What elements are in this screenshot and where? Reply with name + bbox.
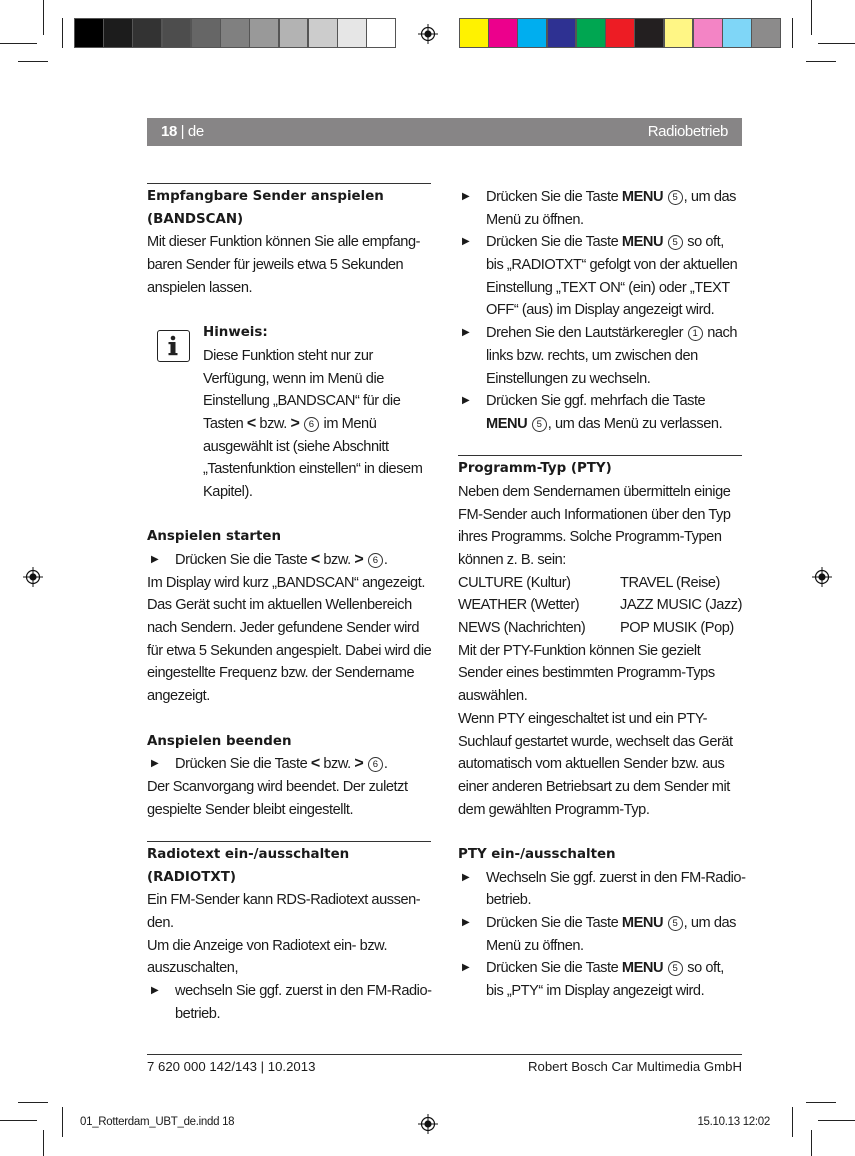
registration-mark-icon (418, 24, 438, 44)
line-text: Diese Funktion steht nur zur (203, 347, 373, 364)
slug-filename: 01_Rotterdam_UBT_de.indd 18 (80, 1116, 235, 1128)
bullet-arrow-icon: ▶ (462, 327, 470, 339)
bullet-arrow-icon: ▶ (462, 871, 470, 883)
right-key-icon: > (290, 414, 300, 432)
color-swatch (518, 19, 546, 47)
text-line (458, 889, 742, 912)
text-line (458, 504, 742, 527)
line-text: FM-Sender auch Informationen über den Typ (458, 506, 731, 523)
line-text: MENU 5 , um das Menü zu verlassen. (486, 415, 723, 432)
text-line (458, 368, 742, 391)
color-swatch (723, 19, 751, 47)
text-line (458, 685, 742, 708)
color-swatch (367, 19, 395, 47)
registration-mark-icon (418, 1114, 438, 1134)
color-swatch (192, 19, 220, 47)
text-line (458, 254, 742, 277)
hint-text (147, 413, 431, 436)
line-text: Tasten < bzw. > 6 im Menü (203, 414, 377, 432)
section-heading (147, 209, 431, 232)
crop-mark (811, 0, 812, 35)
left-key-icon: < (246, 414, 256, 432)
line-text: Drehen Sie den Lautstärkeregler 1 nach (486, 325, 738, 342)
bullet-item (458, 322, 742, 345)
bullet-arrow-icon: ▶ (462, 236, 470, 248)
menu-key-label: MENU (621, 915, 664, 931)
bullet-item (147, 980, 431, 1003)
hint-text (147, 481, 431, 504)
section-heading (147, 526, 431, 549)
document-number: 7 620 000 142/143 | 10.2013 (147, 1059, 316, 1074)
line-text: (BANDSCAN) (147, 211, 244, 227)
crop-mark (62, 1107, 63, 1137)
pty-type: NEWS (Nachrichten) (458, 620, 586, 637)
line-text: links bzw. rechts, um zwischen den (486, 347, 698, 364)
line-text: Wechseln Sie ggf. zuerst in den FM-Radio- (486, 869, 746, 886)
crop-mark (43, 0, 44, 35)
pty-type: TRAVEL (Reise) (620, 574, 720, 591)
line-text: einer anderen Betriebsart zu dem Sender mit (458, 778, 730, 795)
right-column (458, 186, 746, 1003)
text-line (147, 640, 431, 663)
process-color-bar (459, 18, 781, 48)
crop-mark (811, 1130, 812, 1156)
line-text: angezeigt. (147, 688, 210, 705)
line-text: auswählen. (458, 688, 528, 705)
line-text: wechseln Sie ggf. zuerst in den FM-Radio- (175, 983, 432, 1000)
color-swatch (606, 19, 634, 47)
key-number-badge: 5 (668, 916, 683, 931)
text-line (458, 481, 742, 504)
line-text: Sender eines bestimmten Programm-Typs (458, 665, 715, 682)
text-line (458, 277, 742, 300)
section-heading (147, 867, 431, 890)
color-swatch (104, 19, 132, 47)
bullet-arrow-icon: ▶ (462, 962, 470, 974)
text-line (458, 935, 742, 958)
text-line (458, 640, 742, 663)
crop-mark (0, 43, 37, 44)
left-key-icon: < (310, 755, 320, 773)
line-text: ihres Programms. Solche Programm-Typen (458, 529, 722, 546)
page-footer (147, 1054, 742, 1074)
crop-mark (62, 18, 63, 48)
line-text: bis „PTY“ im Display angezeigt wird. (486, 983, 705, 1000)
line-text: Das Gerät sucht im aktuellen Wellenbereich (147, 597, 412, 614)
crop-mark (18, 1102, 48, 1103)
line-text: Hinweis: (203, 325, 268, 341)
text-line (147, 277, 431, 300)
crop-mark (18, 61, 48, 62)
line-text: Der Scanvorgang wird beendet. Der zuletzt (147, 778, 408, 795)
line-text: OFF“ (aus) im Display angezeigt wird. (486, 302, 715, 319)
line-text: eingestellte Frequenz bzw. der Sendername (147, 665, 415, 682)
text-line (147, 617, 431, 640)
line-text: Drücken Sie die Taste < bzw. > 6 . (175, 755, 388, 773)
bullet-arrow-icon: ▶ (151, 985, 159, 997)
page-number: 18 (161, 123, 177, 140)
menu-key-label: MENU (621, 234, 664, 251)
text-line (458, 708, 742, 731)
line-text: Programm-Typ (PTY) (458, 461, 612, 477)
text-line (147, 935, 431, 958)
color-swatch (460, 19, 488, 47)
pty-type: JAZZ MUSIC (Jazz) (620, 597, 743, 614)
text-line (458, 753, 742, 776)
color-swatch (280, 19, 308, 47)
section-heading (458, 844, 742, 867)
text-line (147, 889, 431, 912)
line-text: Neben dem Sendernamen übermitteln einige (458, 483, 731, 500)
line-text: PTY ein-/ausschalten (458, 846, 616, 862)
line-text: ausgewählt ist (siehe Abschnitt (203, 438, 389, 455)
registration-mark-icon (812, 567, 832, 587)
text-line (147, 776, 431, 799)
bullet-item (458, 957, 742, 980)
line-text: für etwa 5 Sekunden angespielt. Dabei wird die (147, 642, 432, 659)
text-line (147, 231, 431, 254)
company-name: Robert Bosch Car Multimedia GmbH (527, 1059, 742, 1074)
crop-mark (806, 61, 836, 62)
bullet-arrow-icon: ▶ (462, 395, 470, 407)
blank-line (458, 821, 742, 844)
text-line (147, 685, 431, 708)
crop-mark (43, 1130, 44, 1156)
line-text: Drücken Sie die Taste MENU 5 , um das (486, 189, 737, 205)
pty-type: CULTURE (Kultur) (458, 574, 571, 591)
section-heading (147, 844, 431, 867)
grayscale-color-bar (74, 18, 396, 48)
section-title: Radiobetrieb (647, 123, 728, 140)
menu-key-label: MENU (621, 189, 664, 205)
hint-heading (147, 322, 431, 345)
pty-type-row (458, 572, 742, 595)
line-text: Mit der PTY-Funktion können Sie gezielt (458, 642, 701, 659)
line-text: gespielte Sender bleibt eingestellt. (147, 801, 354, 818)
line-text: Menü zu öffnen. (486, 211, 584, 228)
key-number-badge: 5 (532, 417, 547, 432)
line-text: Einstellung „TEXT ON“ (ein) oder „TEXT (486, 279, 730, 296)
crop-mark (806, 1102, 836, 1103)
pty-type: POP MUSIK (Pop) (620, 620, 734, 637)
crop-mark (0, 1120, 37, 1121)
hint-text (147, 345, 431, 368)
left-column (147, 186, 431, 1025)
color-swatch (133, 19, 161, 47)
line-text: baren Sender für jeweils etwa 5 Sekunden (147, 257, 404, 274)
bullet-item (147, 753, 431, 776)
color-swatch (163, 19, 191, 47)
key-number-badge: 1 (688, 326, 703, 341)
menu-key-label: MENU (486, 415, 528, 432)
color-swatch (75, 19, 103, 47)
text-line (147, 957, 431, 980)
line-text: „Tastenfunktion einstellen“ in diesem (203, 461, 423, 478)
line-text: Ein FM-Sender kann RDS-Radiotext aussen- (147, 892, 421, 909)
bullet-arrow-icon: ▶ (462, 191, 470, 202)
bullet-item (458, 231, 742, 254)
color-swatch (752, 19, 780, 47)
color-swatch (489, 19, 517, 47)
line-text: Menü zu öffnen. (486, 937, 584, 954)
menu-key-label: MENU (621, 960, 664, 977)
page-header-bar (147, 118, 742, 146)
blank-line (147, 299, 431, 322)
color-swatch (309, 19, 337, 47)
text-line (147, 662, 431, 685)
text-line (147, 1003, 431, 1026)
line-text: automatisch vom aktuellen Sender bzw. aus (458, 756, 725, 773)
color-swatch (694, 19, 722, 47)
key-number-badge: 6 (304, 417, 319, 432)
key-number-badge: 5 (668, 961, 683, 976)
line-text: Drücken Sie ggf. mehrfach die Taste (486, 393, 706, 410)
bullet-arrow-icon: ▶ (151, 554, 159, 565)
line-text: Kapitel). (203, 483, 253, 500)
hint-text (147, 458, 431, 481)
section-heading (147, 731, 431, 754)
line-text: betrieb. (486, 892, 532, 909)
color-swatch (221, 19, 249, 47)
text-line (458, 209, 742, 232)
text-line (458, 980, 742, 1003)
color-swatch (250, 19, 278, 47)
text-line (458, 731, 742, 754)
color-swatch (635, 19, 663, 47)
section-heading (147, 186, 431, 209)
bullet-item (458, 912, 742, 935)
language-code: | de (180, 123, 204, 140)
section-heading (458, 458, 742, 481)
pty-type-row (458, 594, 742, 617)
color-swatch (577, 19, 605, 47)
line-text: nach Sendern. Jeder gefundene Sender wird (147, 620, 420, 637)
line-text: anspielen lassen. (147, 279, 253, 296)
blank-line (147, 504, 431, 527)
key-number-badge: 6 (368, 757, 383, 772)
text-line (147, 572, 431, 595)
line-text: Mit dieser Funktion können Sie alle empfang- (147, 234, 421, 251)
bullet-item (458, 390, 742, 413)
line-text: betrieb. (175, 1005, 221, 1022)
line-text: Drücken Sie die Taste < bzw. > 6 . (175, 551, 388, 568)
text-line (147, 912, 431, 935)
line-text: Drücken Sie die Taste MENU 5 so oft, (486, 960, 724, 977)
right-key-icon: > (354, 755, 364, 773)
line-text: Einstellung „BANDSCAN“ für die (203, 393, 401, 410)
crop-mark (818, 43, 855, 44)
line-text: Verfügung, wenn im Menü die (203, 370, 384, 387)
text-line (147, 254, 431, 277)
line-text: Drücken Sie die Taste MENU 5 , um das (486, 915, 737, 931)
bullet-item (147, 549, 431, 572)
line-text: Drücken Sie die Taste MENU 5 so oft, (486, 234, 724, 251)
hint-text (147, 368, 431, 391)
bullet-arrow-icon: ▶ (462, 917, 470, 928)
text-line (458, 799, 742, 822)
line-text: Empfangbare Sender anspielen (147, 189, 384, 204)
blank-line (147, 708, 431, 731)
line-text: auszuschalten, (147, 960, 239, 977)
color-swatch (548, 19, 576, 47)
line-text: (RADIOTXT) (147, 869, 236, 885)
text-line (458, 345, 742, 368)
key-number-badge: 5 (668, 235, 683, 250)
bullet-arrow-icon: ▶ (151, 758, 159, 770)
crop-mark (818, 1120, 855, 1121)
color-swatch (338, 19, 366, 47)
line-text: Im Display wird kurz „BANDSCAN“ angezeigt. (147, 574, 425, 591)
text-line (147, 799, 431, 822)
line-text: Suchlauf gestartet wurde, wechselt das Gerät (458, 733, 733, 750)
text-line (458, 413, 742, 436)
line-text: den. (147, 915, 174, 931)
hint-text (147, 436, 431, 459)
line-text: Einstellungen zu wechseln. (486, 370, 651, 387)
line-text: Um die Anzeige von Radiotext ein- bzw. (147, 937, 388, 954)
pty-type-row (458, 617, 742, 640)
line-text: Radiotext ein-/ausschalten (147, 846, 350, 862)
crop-mark (792, 1107, 793, 1137)
text-line (458, 662, 742, 685)
pty-type: WEATHER (Wetter) (458, 597, 580, 614)
color-swatch (665, 19, 693, 47)
line-text: Anspielen beenden (147, 733, 292, 749)
text-line (458, 776, 742, 799)
text-line (147, 594, 431, 617)
registration-mark-icon (23, 567, 43, 587)
left-key-icon: < (310, 551, 320, 568)
line-text: Anspielen starten (147, 529, 282, 545)
bullet-item (458, 867, 746, 890)
crop-mark (792, 18, 793, 48)
hint-text (147, 390, 431, 413)
text-line (458, 299, 742, 322)
bullet-item (458, 186, 742, 209)
key-number-badge: 6 (368, 553, 383, 568)
line-text: dem gewählten Programm-Typ. (458, 801, 650, 818)
text-line (458, 526, 742, 549)
right-key-icon: > (354, 551, 364, 568)
line-text: Wenn PTY eingeschaltet ist und ein PTY- (458, 710, 708, 727)
text-line (458, 549, 742, 572)
line-text: bis „RADIOTXT“ gefolgt von der aktuellen (486, 257, 738, 274)
slug-timestamp: 15.10.13 12:02 (697, 1116, 770, 1128)
line-text: können z. B. sein: (458, 552, 566, 568)
key-number-badge: 5 (668, 190, 683, 205)
